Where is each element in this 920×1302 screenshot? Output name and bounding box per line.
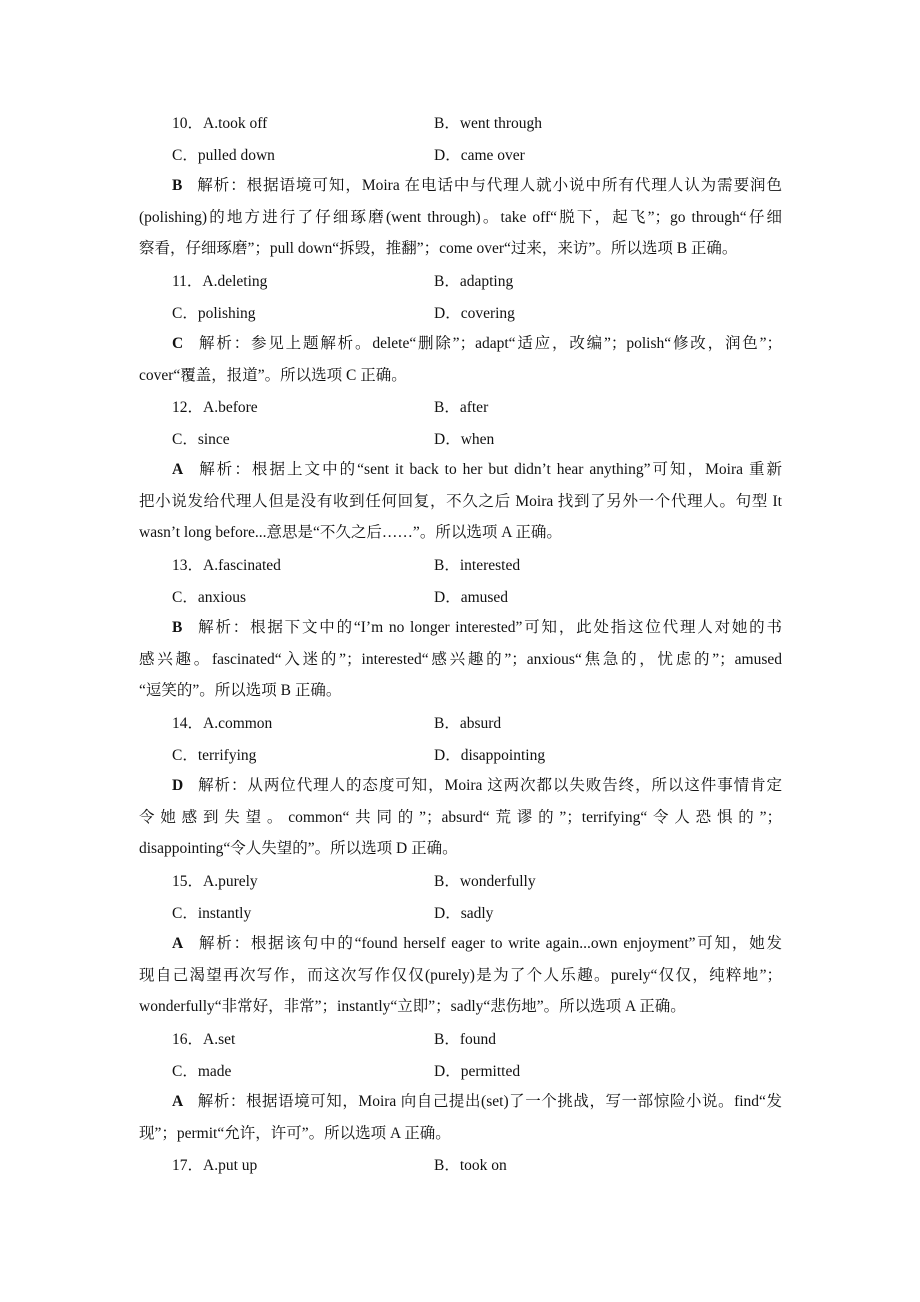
option-c: C．instantly (172, 904, 252, 922)
explanation-text: 把小说发给代理人但是没有收到任何回复，不久之后 Moira 找到了另外一个代理人。句型 It (139, 492, 782, 510)
explanation-text: (polishing)的地方进行了仔细琢磨(went through)。take off“脱下，起飞”；go through“仔细 (139, 208, 782, 226)
explanation-text: “逗笑的”。所以选项 B 正确。 (139, 682, 342, 700)
answer-letter: A (172, 1093, 184, 1110)
explanation-text: 感兴趣。fascinated“入迷的”；interested“感兴趣的”；anxious“焦急的，忧虑的”；amused (139, 650, 782, 668)
explanation-text: wonderfully“非常好，非常”；instantly“立即”；sadly“悲伤地”。所以选项 A 正确。 (139, 998, 686, 1016)
explanation-line (139, 612, 782, 644)
option-a: 13．A.fascinated (172, 557, 281, 574)
explanation-line (139, 991, 782, 1023)
option-d: D．came over (434, 146, 525, 164)
option-a: 11．A.deleting (172, 273, 268, 290)
option-row-ab (172, 1154, 772, 1178)
explanation-text: cover“覆盖，报道”。所以选项 C 正确。 (139, 366, 407, 384)
option-row-cd (172, 744, 772, 768)
option-d: D．disappointing (434, 746, 546, 764)
option-row-ab (172, 712, 772, 736)
explanation (139, 770, 782, 865)
option-b: B．adapting (434, 273, 514, 290)
answer-letter: B (172, 177, 183, 194)
option-row-ab (172, 112, 772, 136)
explanation-line (139, 486, 782, 518)
option-d: D．sadly (434, 904, 494, 922)
option-b: B．wonderfully (434, 873, 536, 890)
explanation (139, 454, 782, 549)
option-row-ab (172, 396, 772, 420)
option-b: B．absurd (434, 715, 502, 732)
option-row-ab (172, 554, 772, 578)
option-a: 14．A.common (172, 715, 273, 732)
explanation-line (139, 833, 782, 865)
option-c: C．since (172, 430, 230, 448)
explanation-text: 现”；permit“允许，许可”。所以选项 A 正确。 (139, 1124, 451, 1142)
explanation-text: 解析：根据该句中的“found herself eager to write again...own enjoyment”可知，她发 (197, 935, 782, 952)
explanation-line (139, 202, 782, 234)
answer-letter: A (172, 935, 184, 952)
explanation-line (139, 1118, 782, 1150)
option-b: B．took on (434, 1157, 507, 1174)
explanation-line (139, 170, 782, 202)
option-row-cd (172, 144, 772, 168)
explanation-line (139, 360, 782, 392)
explanation-text: wasn’t long before...意思是“不久之后……”。所以选项 A 正确。 (139, 524, 562, 542)
explanation-line (139, 1086, 782, 1118)
explanation-line (139, 644, 782, 676)
option-b: B．after (434, 399, 489, 416)
option-row-cd (172, 428, 772, 452)
explanation (139, 928, 782, 1023)
explanation-line (139, 675, 782, 707)
explanation-line (139, 928, 782, 960)
option-row-cd (172, 302, 772, 326)
explanation-text: 令她感到失望。common“共同的”；absurd“荒谬的”；terrifying“令人恐惧的”； (139, 808, 782, 826)
answer-letter: D (172, 777, 184, 794)
answer-letter: B (172, 619, 183, 636)
option-b: B．found (434, 1031, 497, 1048)
explanation-line (139, 517, 782, 549)
option-b: B．interested (434, 557, 521, 574)
option-c: C．made (172, 1062, 232, 1080)
option-row-cd (172, 586, 772, 610)
explanation (139, 612, 782, 707)
answer-letter: C (172, 335, 184, 352)
option-c: C．anxious (172, 588, 247, 606)
option-a: 10．A.took off (172, 115, 268, 132)
answer-letter: A (172, 461, 184, 478)
explanation-line (139, 233, 782, 265)
option-c: C．polishing (172, 304, 256, 322)
explanation-line (139, 770, 782, 802)
explanation (139, 1086, 782, 1149)
explanation-line (139, 802, 782, 834)
explanation-line (139, 960, 782, 992)
option-row-cd (172, 902, 772, 926)
option-d: D．covering (434, 304, 515, 322)
explanation-text: 解析：从两位代理人的态度可知，Moira 这两次都以失败告终，所以这件事情肯定 (197, 777, 782, 794)
explanation-text: 解析：根据上文中的“sent it back to her but didn’t hear anything”可知，Moira 重新 (197, 461, 782, 478)
explanation-line (139, 328, 782, 360)
option-a: 12．A.before (172, 399, 258, 416)
option-a: 17．A.put up (172, 1157, 258, 1174)
option-row-ab (172, 270, 772, 294)
explanation-text: 解析：根据语境可知，Moira 向自己提出(set)了一个挑战，写一部惊险小说。find“发 (197, 1093, 782, 1110)
option-d: D．permitted (434, 1062, 521, 1080)
option-d: D．amused (434, 588, 509, 606)
option-d: D．when (434, 430, 495, 448)
explanation (139, 170, 782, 265)
explanation-text: disappointing“令人失望的”。所以选项 D 正确。 (139, 840, 458, 858)
option-row-cd (172, 1060, 772, 1084)
option-row-ab (172, 870, 772, 894)
explanation-text: 察看，仔细琢磨”；pull down“拆毁，推翻”；come over“过来，来访”。所以选项 B 正确。 (139, 240, 738, 258)
option-a: 16．A.set (172, 1031, 236, 1048)
option-a: 15．A.purely (172, 873, 258, 890)
option-c: C．terrifying (172, 746, 257, 764)
explanation-text: 解析：参见上题解析。delete“删除”；adapt“适应，改编”；polish“修改，润色”； (197, 335, 782, 352)
explanation-text: 解析：根据语境可知，Moira 在电话中与代理人就小说中所有代理人认为需要润色 (196, 177, 782, 194)
explanation-text: 现自己渴望再次写作，而这次写作仅仅(purely)是为了个人乐趣。purely“仅仅，纯粹地”； (139, 966, 782, 984)
explanation-line (139, 454, 782, 486)
option-b: B．went through (434, 115, 543, 132)
option-c: C．pulled down (172, 146, 275, 164)
option-row-ab (172, 1028, 772, 1052)
explanation-text: 解析：根据下文中的“I’m no longer interested”可知，此处指这位代理人对她的书 (196, 619, 782, 636)
explanation (139, 328, 782, 391)
